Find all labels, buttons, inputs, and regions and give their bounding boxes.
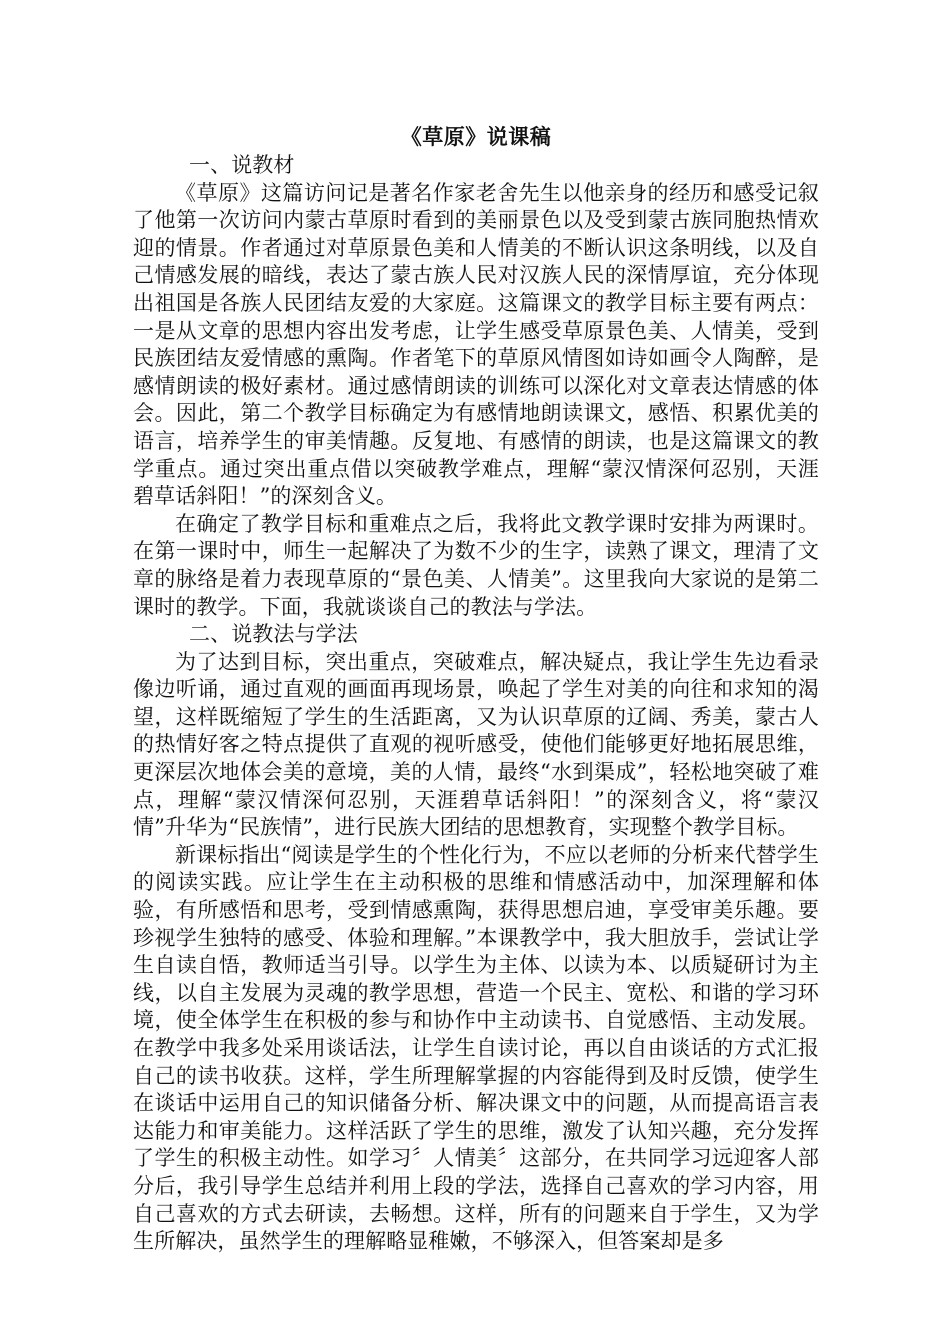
paragraph-textbook-intro: 《草原》这篇访问记是著名作家老舍先生以他亲身的经历和感受记叙了他第一次访问内蒙古草原时看到的美丽景色以及受到蒙古族同胞热情欢迎的情景。作者通过对草原景色美和人情美的不断认识这条明线，以及自己情感发展的暗线，表达了蒙古族人民对汉族人民的深情厚谊，充分体现出祖国是各族人民团结友爱的大家庭。这篇课文的教学目标主要有两点：一是从文章的思想内容出发考虑，让学生感受草原景色美、人情美，受到民族团结友爱情感的熏陶。作者笔下的草原风情图如诗如画令人陶醉，是感情朗读的极好素材。通过感情朗读的训练可以深化对文章表达情感的体会。因此，第二个教学目标确定为有感情地朗读课文，感悟、积累优美的语言，培养学生的审美情趣。反复地、有感情的朗读，也是这篇课文的教学重点。通过突出重点借以突破教学难点，理解“蒙汉情深何忍别，天涯碧草话斜阳！”的深刻含义。 [133, 180, 819, 509]
section-heading-methods: 二、说教法与学法 [189, 622, 358, 647]
document-body [133, 122, 819, 1256]
paragraph-lesson-plan: 在确定了教学目标和重难点之后，我将此文教学课时安排为两课时。在第一课时中，师生一起解决了为数不少的生字，读熟了课文，理清了文章的脉络是着力表现草原的“景色美、人情美”。这里我向大家说的是第二课时的教学。下面，我就谈谈自己的教法与学法。 [133, 511, 819, 619]
document-title: 《草原》说课稿 [400, 125, 552, 149]
paragraph-methods-curriculum: 新课标指出“阅读是学生的个性化行为，不应以老师的分析来代替学生的阅读实践。应让学生在主动积极的思维和情感活动中，加深理解和体验，有所感悟和思考，受到情感熏陶，获得思想启迪，享受审美乐趣。要珍视学生独特的感受、体验和理解。”本课教学中，我大胆放手，尝试让学生自读自悟，教师适当引导。以学生为主体、以读为本、以质疑研讨为主线，以自主发展为灵魂的教学思想，营造一个民主、宽松、和谐的学习环境，使全体学生在积极的参与和协作中主动读书、自觉感悟、主动发展。在教学中我多处采用谈话法，让学生自读讨论，再以自由谈话的方式汇报自己的读书收获。这样，学生所理解掌握的内容能得到及时反馈，使学生在谈话中运用自己的知识储备分析、解决课文中的问题，从而提高语言表达能力和审美能力。这样活跃了学生的思维，激发了认知兴趣，充分发挥了学生的积极主动性。如学习〞人情美〞这部分，在共同学习远迎客人部分后，我引导学生总结并利用上段的学法，选择自己喜欢的学习内容，用自己喜欢的方式去研读，去畅想。这样，所有的问题来自于学生，又为学生所解决，虽然学生的理解略显稚嫩，不够深入，但答案却是多 [133, 842, 819, 1254]
paragraph-methods-goals: 为了达到目标，突出重点，突破难点，解决疑点，我让学生先边看录像边听诵，通过直观的画面再现场景，唤起了学生对美的向往和求知的渴望，这样既缩短了学生的生活距离，又为认识草原的辽阔、秀美，蒙古人的热情好客之特点提供了直观的视听感受，使他们能够更好地拓展思维，更深层次地体会美的意境，美的人情，最终“水到渠成”，轻松地突破了难点，理解“蒙汉情深何忍别，天涯碧草话斜阳！”的深刻含义，将“蒙汉情”升华为“民族情”，进行民族大团结的思想教育，实现整个教学目标。 [133, 649, 819, 840]
section-heading-textbook: 一、说教材 [189, 153, 295, 177]
